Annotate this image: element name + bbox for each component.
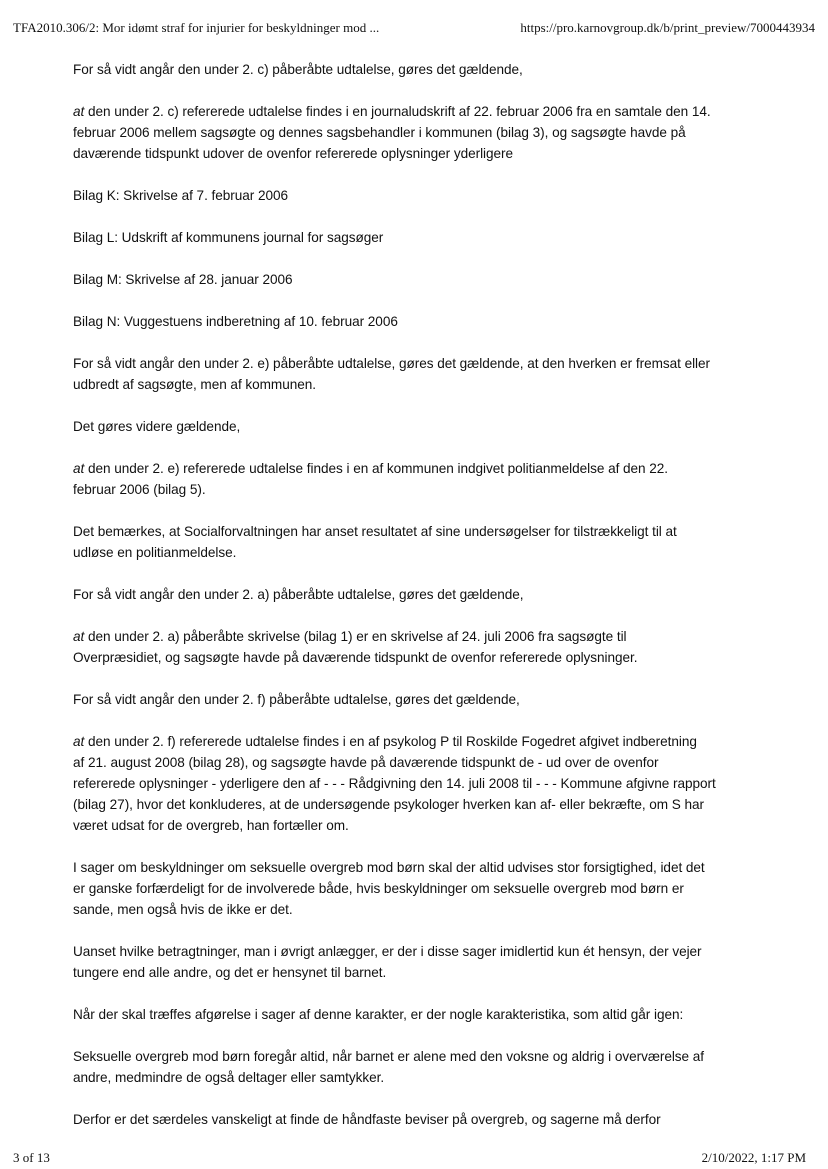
page-url: https://pro.karnovgroup.dk/b/print_preview/7000443934	[520, 20, 815, 35]
paragraph-line: tungere end alle andre, og det er hensynet til barnet.	[73, 965, 387, 980]
print-footer	[0, 1150, 828, 1169]
paragraph	[73, 416, 763, 437]
paragraph-line: For så vidt angår den under 2. c) påberåbte udtalelse, gøres det gældende,	[73, 62, 523, 77]
paragraph	[73, 311, 763, 332]
paragraph	[73, 689, 763, 710]
line-text: den under 2. a) påberåbte skrivelse (bilag 1) er en skrivelse af 24. juli 2006 fra sagsøgte til	[84, 629, 627, 644]
paragraph-line: I sager om beskyldninger om seksuelle overgreb mod børn skal der altid udvises stor forsigtighed, idet det	[73, 860, 705, 875]
paragraph-line: været udsat for de overgreb, han fortæller om.	[73, 818, 349, 833]
line-text: den under 2. e) refererede udtalelse findes i en af kommunen indgivet politianmeldelse af den 22.	[84, 461, 669, 476]
paragraph	[73, 1109, 763, 1130]
emphasis-word: at	[73, 734, 85, 749]
paragraph-line: For så vidt angår den under 2. e) påberåbte udtalelse, gøres det gældende, at den hverken er fremsat eller	[73, 356, 711, 371]
paragraph-line: For så vidt angår den under 2. a) påberåbte udtalelse, gøres det gældende,	[73, 587, 524, 602]
paragraph	[73, 59, 763, 80]
paragraph	[73, 857, 763, 920]
paragraph-line: Når der skal træffes afgørelse i sager af denne karakter, er der nogle karakteristika, som altid går igen:	[73, 1007, 684, 1022]
paragraph-line: Bilag L: Udskrift af kommunens journal for sagsøger	[73, 230, 384, 245]
paragraph	[73, 1046, 763, 1088]
paragraph	[73, 584, 763, 605]
paragraph	[73, 185, 763, 206]
paragraph-line: sande, men også hvis de ikke er det.	[73, 902, 293, 917]
print-header	[0, 20, 828, 44]
line-text: den under 2. f) refererede udtalelse findes i en af psykolog P til Roskilde Fogedret afgivet indberetning	[84, 734, 697, 749]
paragraph-line	[73, 458, 763, 479]
paragraph-line: Seksuelle overgreb mod børn foregår altid, når barnet er alene med den voksne og aldrig i overværelse af	[73, 1049, 705, 1064]
paragraph-line: (bilag 27), hvor det konkluderes, at de undersøgende psykologer hverken kan af- eller bekræfte, om S har	[73, 797, 705, 812]
paragraph	[73, 227, 763, 248]
paragraph-line: For så vidt angår den under 2. f) påberåbte udtalelse, gøres det gældende,	[73, 692, 520, 707]
paragraph-line: Det bemærkes, at Socialforvaltningen har anset resultatet af sine undersøgelser for tilstrækkeligt til at	[73, 524, 677, 539]
paragraph-line: er ganske forfærdeligt for de involverede både, hvis beskyldninger om seksuelle overgreb mod børn er	[73, 881, 684, 896]
paragraph	[73, 269, 763, 290]
paragraph	[73, 458, 763, 500]
paragraph-line: Derfor er det særdeles vanskeligt at finde de håndfaste beviser på overgreb, og sagerne må derfor	[73, 1112, 661, 1127]
paragraph	[73, 101, 763, 164]
emphasis-word: at	[73, 461, 85, 476]
paragraph-line: Det gøres videre gældende,	[73, 419, 241, 434]
paragraph	[73, 353, 763, 395]
paragraph-line: februar 2006 mellem sagsøgte og dennes sagsbehandler i kommunen (bilag 3), og sagsøgte havde på	[73, 125, 686, 140]
emphasis-word: at	[73, 629, 85, 644]
paragraph	[73, 626, 763, 668]
line-text: den under 2. c) refererede udtalelse findes i en journaludskrift af 22. februar 2006 fra en samtale den 14.	[84, 104, 711, 119]
paragraph	[73, 1004, 763, 1025]
paragraph-line	[73, 731, 763, 752]
paragraph-line: udløse en politianmeldelse.	[73, 545, 237, 560]
paragraph-line: Bilag M: Skrivelse af 28. januar 2006	[73, 272, 293, 287]
paragraph-line: Bilag N: Vuggestuens indberetning af 10. februar 2006	[73, 314, 398, 329]
paragraph-line: Uanset hvilke betragtninger, man i øvrigt anlægger, er der i disse sager imidlertid kun ét hensyn, der vejer	[73, 944, 702, 959]
paragraph-line	[73, 101, 763, 122]
paragraph	[73, 521, 763, 563]
paragraph-line: daværende tidspunkt udover de ovenfor refererede oplysninger yderligere	[73, 146, 514, 161]
page-number: 3 of 13	[13, 1150, 50, 1165]
paragraph	[73, 941, 763, 983]
paragraph-line	[73, 626, 763, 647]
paragraph-line: af 21. august 2008 (bilag 28), og sagsøgte havde på daværende tidspunkt de - ud over de ovenfor	[73, 755, 659, 770]
paragraph-line: udbredt af sagsøgte, men af kommunen.	[73, 377, 316, 392]
paragraph-line: andre, medmindre de også deltager eller samtykker.	[73, 1070, 385, 1085]
paragraph-line: refererede oplysninger - yderligere den af - - - Rådgivning den 14. juli 2008 til - - - Kommune afgivne rapport	[73, 776, 716, 791]
emphasis-word: at	[73, 104, 85, 119]
paragraph-line: Bilag K: Skrivelse af 7. februar 2006	[73, 188, 289, 203]
print-datetime: 2/10/2022, 1:17 PM	[701, 1150, 806, 1165]
paragraph	[73, 731, 763, 836]
paragraph-line: Overpræsidiet, og sagsøgte havde på daværende tidspunkt de ovenfor refererede oplysninger.	[73, 650, 638, 665]
document-title: TFA2010.306/2: Mor idømt straf for injurier for beskyldninger mod ...	[13, 20, 380, 35]
paragraph-line: februar 2006 (bilag 5).	[73, 482, 206, 497]
